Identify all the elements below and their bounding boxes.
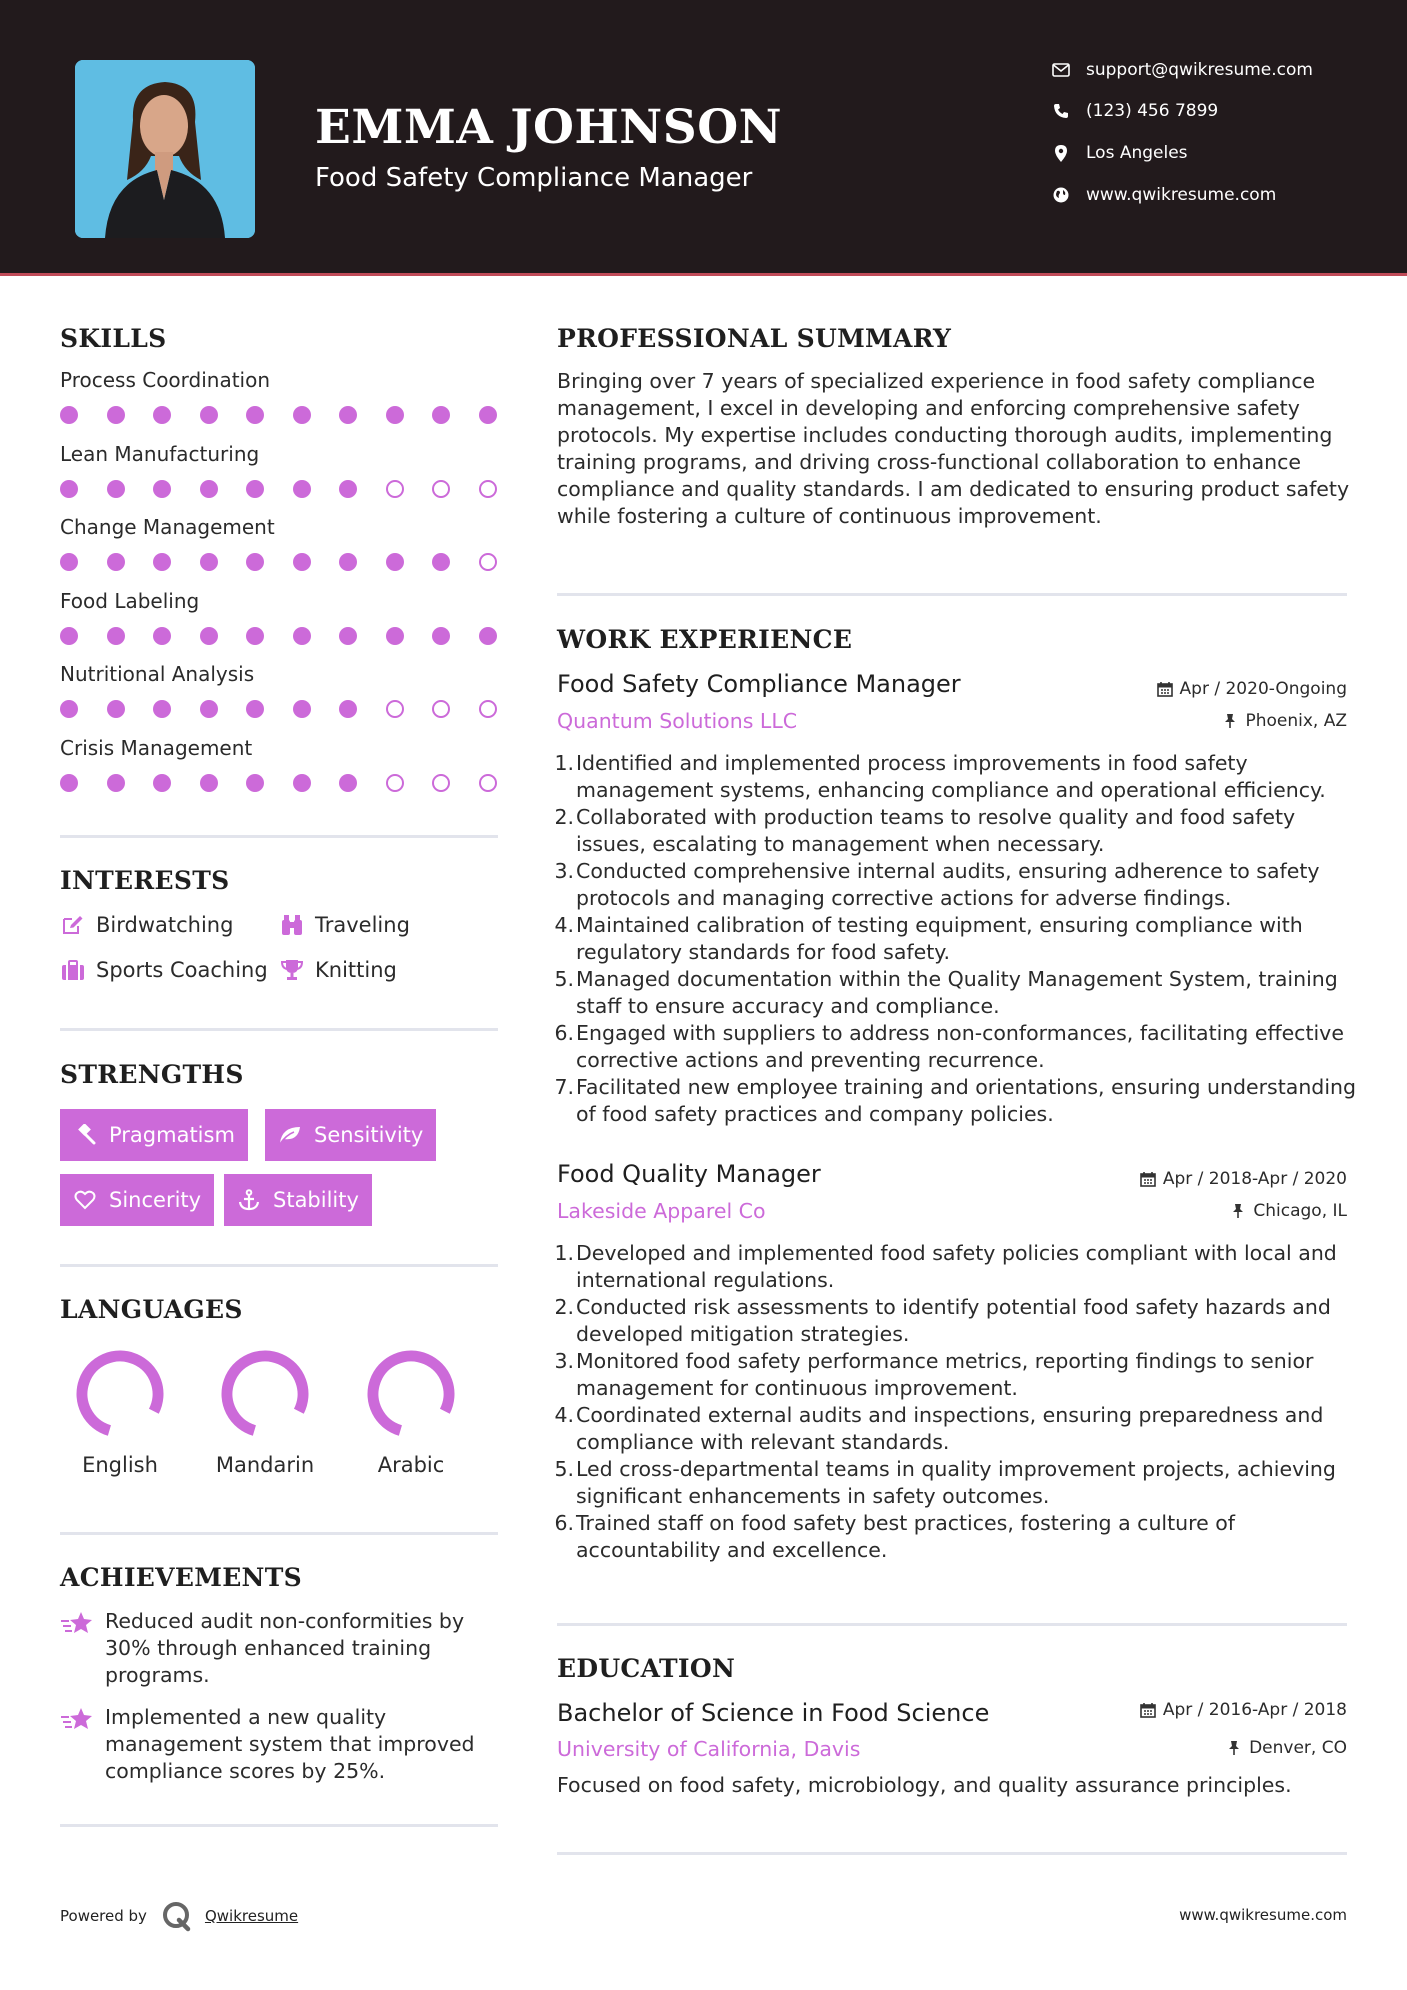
shooting-star-icon [60,1704,96,1785]
rating-dot-filled [200,406,218,424]
interest-label: Sports Coaching [96,958,268,982]
rating-dot-filled [200,553,218,571]
strength-badge [224,1174,372,1226]
powered-by-text: Powered by [60,1907,147,1925]
strength-label: Pragmatism [109,1123,235,1147]
rating-dot-empty [386,480,404,498]
company-name[interactable]: Lakeside Apparel Co [557,1199,766,1223]
rating-dot-filled [60,480,78,498]
profile-photo [75,60,255,238]
strengths-heading: STRENGTHS [60,1060,244,1089]
rating-dot-empty [386,700,404,718]
rating-dot-filled [386,406,404,424]
rating-dot-filled [339,480,357,498]
interest-label: Birdwatching [96,913,234,937]
education-location [1225,1738,1347,1758]
achievements-heading: ACHIEVEMENTS [60,1563,302,1592]
rating-dot-filled [293,553,311,571]
contact-phone[interactable] [1050,96,1390,126]
rating-dot-filled [339,700,357,718]
rating-dot-empty [432,480,450,498]
rating-dot-filled [153,627,171,645]
contact-email[interactable] [1050,55,1390,85]
achievement-text: Implemented a new quality management system that improved compliance scores by 25%. [105,1705,475,1783]
interest-item [60,955,268,985]
summary-divider [557,593,1347,596]
qwikresume-logo-icon [161,1900,193,1932]
strength-badge [265,1109,436,1161]
strength-label: Sincerity [109,1188,202,1212]
languages-heading: LANGUAGES [60,1295,243,1324]
job-bullet: 2. Collaborated with production teams to resolve quality and food safety issues, escalating to management when necessary. [554,805,1296,856]
rating-dot-filled [293,700,311,718]
rating-dot-filled [293,774,311,792]
rating-dot-filled [60,774,78,792]
rating-dot-filled [107,480,125,498]
skills-divider [60,835,498,838]
strength-badge [60,1109,248,1161]
rating-dot-filled [153,480,171,498]
rating-dot-empty [479,480,497,498]
language-label: Mandarin [215,1453,315,1477]
powered-by [60,1900,298,1932]
rating-dot-filled [339,406,357,424]
leaf-icon [278,1123,302,1147]
education-description: Focused on food safety, microbiology, and quality assurance principles. [557,1773,1292,1797]
skill-rating [60,552,500,572]
rating-dot-filled [200,480,218,498]
language-label: English [82,1453,158,1477]
degree-title: Bachelor of Science in Food Science [557,1699,990,1727]
education-heading: EDUCATION [557,1654,736,1683]
job-bullets [554,1240,1357,1564]
pushpin-icon [1229,1202,1247,1220]
job-bullet: 2. Conducted risk assessments to identify potential food safety hazards and developed mitigation strategies. [554,1295,1331,1346]
rating-dot-empty [479,700,497,718]
job-title: Food Quality Manager [557,1160,821,1188]
rating-dot-filled [339,774,357,792]
rating-dot-filled [246,406,264,424]
qwikresume-link[interactable]: Qwikresume [204,1907,299,1925]
rating-dot-filled [107,553,125,571]
rating-dot-filled [386,627,404,645]
phone-icon [1050,100,1072,122]
job-dates [1139,1169,1347,1189]
strength-label: Sensitivity [314,1123,424,1147]
strength-badge [60,1174,214,1226]
rating-dot-filled [107,627,125,645]
skill-rating [60,699,500,719]
rating-dot-empty [479,774,497,792]
rating-dot-filled [107,406,125,424]
rating-dot-empty [479,553,497,571]
language-item [210,1349,320,1477]
rating-dot-filled [246,774,264,792]
job-bullet: 3. Monitored food safety performance metrics, reporting findings to senior management for continuous improvement. [554,1349,1314,1400]
skill-name: Crisis Management [60,735,253,760]
rating-dot-filled [293,627,311,645]
rating-dot-filled [386,553,404,571]
job-bullet: 6. Trained staff on food safety best practices, fostering a culture of accountability and excellence. [554,1511,1236,1562]
job-bullet: 1. Developed and implemented food safety policies compliant with local and international regulations. [554,1241,1337,1292]
rating-dot-filled [432,406,450,424]
job-dates-text: Apr / 2020-Ongoing [1179,679,1347,699]
contact-email-text: support@qwikresume.com [1086,60,1313,80]
globe-icon [1050,184,1072,206]
contact-website[interactable] [1050,180,1390,210]
job-bullet: 6. Engaged with suppliers to address non-conformances, facilitating effective corrective actions and preventing recurrence. [554,1021,1344,1072]
candidate-title: Food Safety Compliance Manager [315,163,753,193]
rating-dot-filled [479,627,497,645]
language-item [65,1349,175,1477]
rating-dot-filled [60,406,78,424]
contact-location-text: Los Angeles [1086,143,1188,163]
language-gauge [366,1349,456,1439]
anchor-icon [237,1188,261,1212]
rating-dot-filled [200,700,218,718]
footer-url[interactable]: www.qwikresume.com [1179,1906,1347,1924]
skill-name: Nutritional Analysis [60,662,255,686]
skill-rating [60,405,500,425]
job-title: Food Safety Compliance Manager [557,670,961,698]
rating-dot-filled [153,774,171,792]
skill-rating [60,626,500,646]
language-item [356,1349,466,1477]
job-bullet: 3. Conducted comprehensive internal audits, ensuring adherence to safety protocols and managing corrective actions for adverse findings. [554,859,1320,910]
achievement-item [60,1608,500,1689]
job-bullet: 5. Led cross-departmental teams in quality improvement projects, achieving significant enhancements in safety outcomes. [554,1457,1336,1508]
skill-name: Food Labeling [60,588,200,613]
language-gauge [220,1349,310,1439]
job-dates-text: Apr / 2018-Apr / 2020 [1162,1169,1347,1189]
job-location-text: Chicago, IL [1253,1201,1347,1221]
rating-dot-filled [246,627,264,645]
location-pin-icon [1050,142,1072,164]
pushpin-icon [1221,712,1239,730]
school-name[interactable]: University of California, Davis [557,1737,861,1761]
rating-dot-filled [293,406,311,424]
education-divider [557,1852,1347,1855]
rating-dot-filled [479,406,497,424]
rating-dot-filled [293,480,311,498]
achievements-divider [60,1824,498,1827]
job-bullet: 7. Facilitated new employee training and orientations, ensuring understanding of food safety practices and company policies. [554,1075,1357,1126]
contact-website-text: www.qwikresume.com [1086,185,1277,205]
experience-heading: WORK EXPERIENCE [557,625,853,654]
interest-label: Traveling [315,913,410,937]
rating-dot-empty [386,774,404,792]
binoculars-icon [279,912,305,938]
interests-divider [60,1028,498,1031]
rating-dot-filled [246,480,264,498]
calendar-icon [1156,680,1174,698]
pencil-icon [60,912,86,938]
job-bullet: 4. Coordinated external audits and inspections, ensuring preparedness and compliance with relevant standards. [554,1403,1324,1454]
skill-rating [60,479,500,499]
rating-dot-filled [153,406,171,424]
education-dates [1139,1700,1347,1720]
job-location-text: Phoenix, AZ [1245,711,1347,731]
interest-label: Knitting [315,958,397,982]
achievement-item [60,1704,500,1785]
rating-dot-filled [60,700,78,718]
strengths-divider [60,1264,498,1267]
pushpin-icon [1225,1739,1243,1757]
education-dates-text: Apr / 2016-Apr / 2018 [1162,1700,1347,1720]
contact-location [1050,138,1390,168]
interest-item [279,955,397,985]
interests-heading: INTERESTS [60,866,230,895]
achievement-text: Reduced audit non-conformities by 30% through enhanced training programs. [105,1609,465,1687]
job-location [1221,711,1347,731]
rating-dot-filled [432,627,450,645]
rating-dot-empty [432,774,450,792]
contact-phone-text: (123) 456 7899 [1086,101,1219,121]
rating-dot-empty [432,700,450,718]
rating-dot-filled [153,553,171,571]
rating-dot-filled [432,553,450,571]
rating-dot-filled [246,700,264,718]
gavel-icon [73,1123,97,1147]
job-bullet: 4. Maintained calibration of testing equipment, ensuring compliance with regulatory standards for food safety. [554,913,1303,964]
rating-dot-filled [200,627,218,645]
strength-label: Stability [273,1188,359,1212]
briefcase-icon [60,957,86,983]
interest-item [279,910,410,940]
trophy-icon [279,957,305,983]
skill-name: Lean Manufacturing [60,441,260,466]
language-gauge [75,1349,165,1439]
rating-dot-filled [60,627,78,645]
envelope-icon [1050,59,1072,81]
job-dates [1156,679,1347,699]
candidate-name: EMMA JOHNSON [315,100,783,155]
summary-text: Bringing over 7 years of specialized experience in food safety compliance management, I excel in developing and enforcing comprehensive safety protocols. My expertise includes conducting thorough audits, implementing training programs, and driving cross-functional collaboration to enhance compliance and quality standards. I am dedicated to ensuring product safety while fostering a culture of continuous improvement. [557,369,1350,528]
company-name[interactable]: Quantum Solutions LLC [557,709,798,733]
calendar-icon [1139,1170,1157,1188]
skill-name: Change Management [60,515,275,539]
summary-heading: PROFESSIONAL SUMMARY [557,324,952,353]
experience-divider [557,1623,1347,1626]
education-location-text: Denver, CO [1249,1738,1347,1758]
languages-divider [60,1532,498,1535]
job-bullet: 5. Managed documentation within the Quality Management System, training staff to ensure accuracy and compliance. [554,967,1338,1018]
rating-dot-filled [339,553,357,571]
skills-heading: SKILLS [60,324,167,353]
shooting-star-icon [60,1608,96,1689]
skill-rating [60,773,500,793]
skill-name: Process Coordination [60,368,271,392]
job-bullets [554,750,1357,1128]
rating-dot-filled [200,774,218,792]
language-label: Arabic [377,1453,445,1477]
calendar-icon [1139,1701,1157,1719]
rating-dot-filled [153,700,171,718]
job-location [1229,1201,1347,1221]
rating-dot-filled [107,774,125,792]
rating-dot-filled [246,553,264,571]
resume-header [0,0,1407,276]
job-bullet: 1. Identified and implemented process improvements in food safety management systems, enhancing compliance and operational efficiency. [554,751,1326,802]
heart-icon [73,1188,97,1212]
rating-dot-filled [60,553,78,571]
rating-dot-filled [107,700,125,718]
rating-dot-filled [339,627,357,645]
interest-item [60,910,233,940]
